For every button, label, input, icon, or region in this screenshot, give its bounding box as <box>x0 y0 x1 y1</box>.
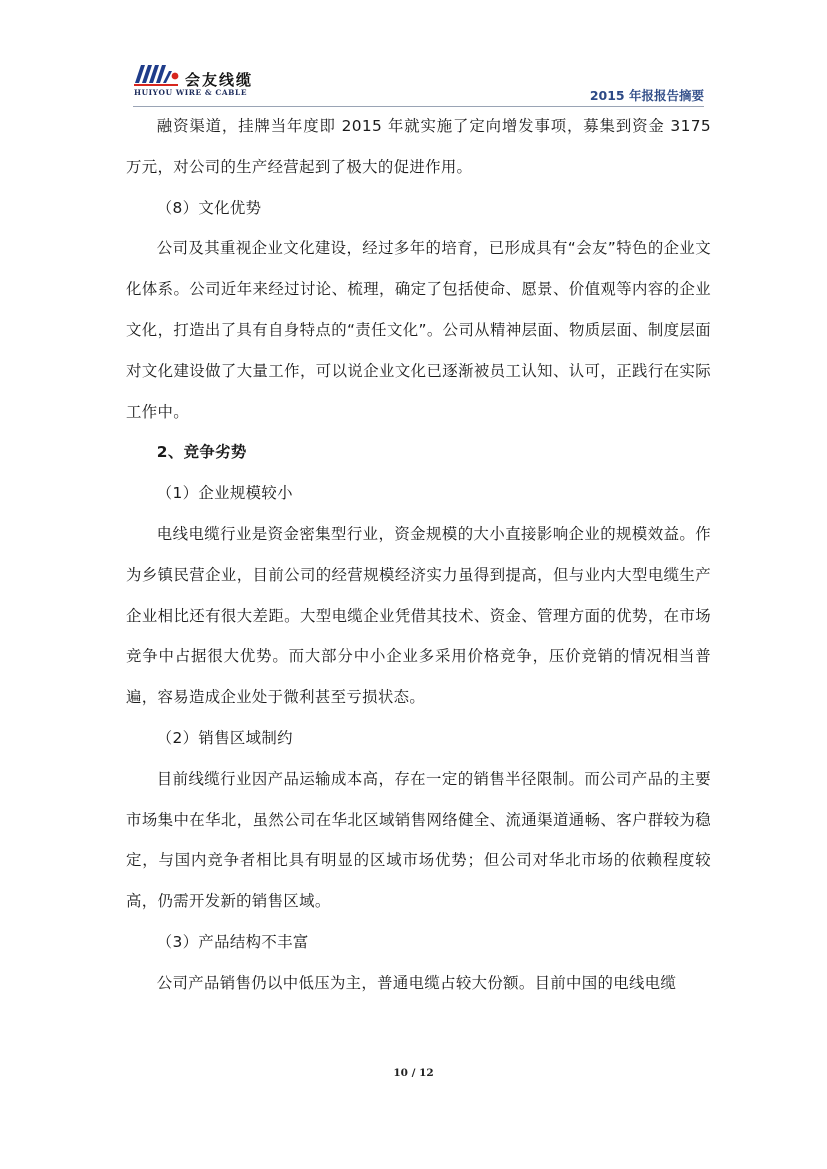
body-paragraph: 电线电缆行业是资金密集型行业，资金规模的大小直接影响企业的规模效益。作为乡镇民营企业，目前公司的经营规模经济实力虽得到提高，但与业内大型电缆生产企业相比还有很大差距。大型电缆企业凭借其技术、资金、管理方面的优势，在市场竞争中占据很大优势。而大部分中小企业多采用价格竞争，压价竞销的情况相当普遍，容易造成企业处于微利甚至亏损状态。 <box>126 524 711 707</box>
logo-english-name: HUIYOU WIRE & CABLE <box>134 88 248 97</box>
subsection-heading: （3）产品结构不丰富 <box>156 932 309 951</box>
body-paragraph: 公司产品销售仍以中低压为主，普通电缆占较大份额。目前中国的电线电缆 <box>156 973 677 992</box>
logo-chinese-name: 会友线缆 <box>185 71 254 89</box>
company-logo <box>133 62 293 102</box>
logo-mark-icon <box>133 63 181 87</box>
body-paragraph: 公司及其重视企业文化建设，经过多年的培育，已形成具有“会友”特色的企业文化体系。公司近年来经过讨论、梳理，确定了包括使命、愿景、价值观等内容的企业文化，打造出了具有自身特点的“责任文化”。公司从精神层面、物质层面、制度层面对文化建设做了大量工作，可以说企业文化已逐渐被员工认知、认可，正践行在实际工作中。 <box>126 239 711 421</box>
report-title: 2015 年报报告摘要 <box>589 88 704 103</box>
section-heading: 2、竞争劣势 <box>156 443 247 462</box>
subsection-heading: （8）文化优势 <box>156 198 262 217</box>
body-paragraph: 目前线缆行业因产品运输成本高，存在一定的销售半径限制。而公司产品的主要市场集中在华北，虽然公司在华北区域销售网络健全、流通渠道通畅、客户群较为稳定，与国内竞争者相比具有明显的区域市场优势；但公司对华北市场的依赖程度较高，仍需开发新的销售区域。 <box>126 769 711 911</box>
subsection-heading: （1）企业规模较小 <box>156 484 293 503</box>
body-paragraph: 融资渠道，挂牌当年度即 2015 年就实施了定向增发事项，募集到资金 3175 万元，对公司的生产经营起到了极大的促进作用。 <box>126 117 711 176</box>
page-header <box>133 62 704 107</box>
subsection-heading: （2）销售区域制约 <box>156 728 293 747</box>
document-body <box>126 106 711 1004</box>
page-number: 10 / 12 <box>393 1067 434 1079</box>
